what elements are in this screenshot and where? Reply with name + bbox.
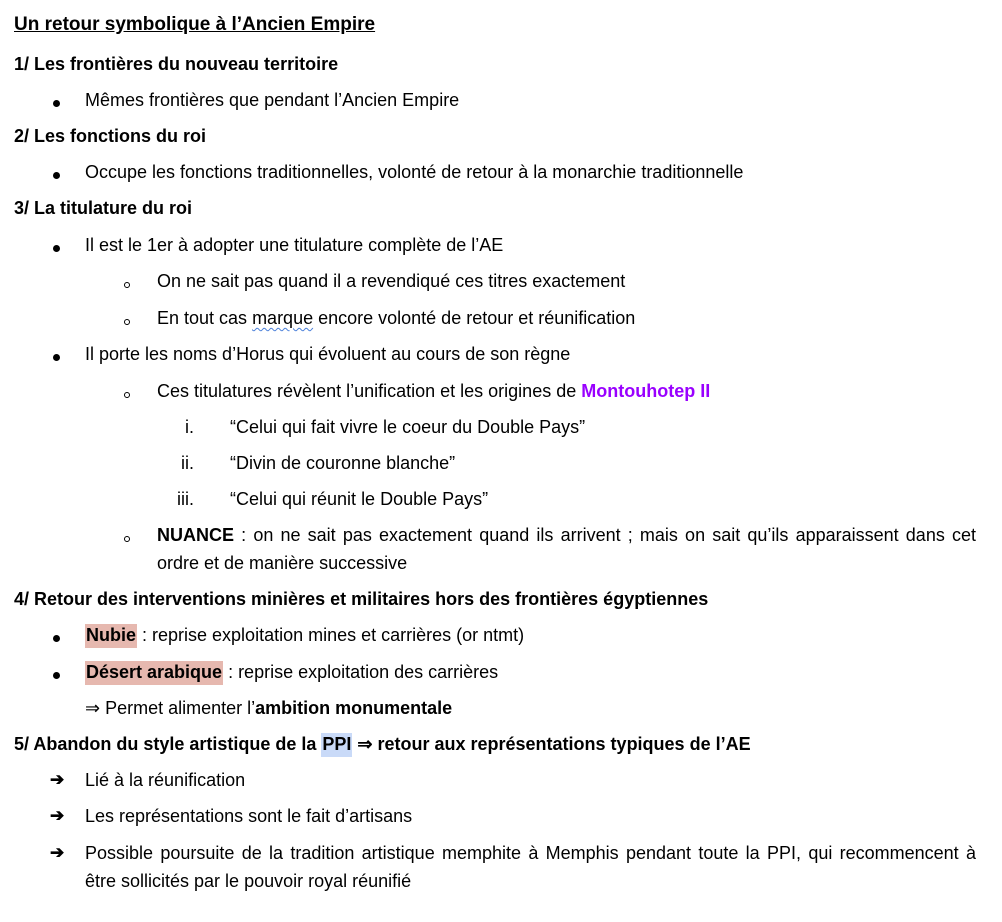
section-1-heading: 1/ Les frontières du nouveau territoire bbox=[14, 54, 339, 74]
nuance-label: NUANCE bbox=[157, 525, 235, 545]
hollow-bullet-icon bbox=[124, 522, 130, 550]
section-5-heading: 5/ Abandon du style artistique de la PPI ⇒ retour aux représentations typiques de l’AE bbox=[14, 730, 976, 758]
bullet-icon bbox=[53, 87, 60, 115]
arrow-right-icon: ➔ bbox=[50, 806, 65, 825]
bullet-icon bbox=[53, 232, 60, 260]
arrow-right-icon: ➔ bbox=[50, 770, 65, 789]
sub-list-item-nuance: NUANCE : on ne sait pas exactement quand ils arrivent ; mais on sait qu’ils apparaissent dans cet ordre et de manière successive bbox=[14, 521, 976, 577]
document-title: Un retour symbolique à l’Ancien Empire bbox=[14, 14, 376, 35]
spellcheck-underlined-word[interactable]: marque bbox=[252, 308, 314, 328]
highlighted-term: Désert arabique bbox=[85, 661, 223, 685]
section-3-heading: 3/ La titulature du roi bbox=[14, 198, 193, 218]
bullet-icon bbox=[53, 341, 60, 369]
highlighted-term: Nubie bbox=[85, 624, 137, 648]
section-2-heading: 2/ Les fonctions du roi bbox=[14, 126, 207, 146]
highlighted-term: PPI bbox=[321, 733, 352, 757]
hollow-bullet-icon bbox=[124, 268, 130, 296]
hollow-bullet-icon bbox=[124, 378, 130, 406]
roman-numeral: i. bbox=[185, 417, 194, 437]
arrow-list-item: ➔ Possible poursuite de la tradition artistique memphite à Memphis pendant toute la PPI, qui recommencent à être sollicités par le pouvoir royal réunifié bbox=[14, 839, 976, 895]
roman-numeral: ii. bbox=[181, 453, 194, 473]
roman-numeral: iii. bbox=[177, 489, 194, 509]
hollow-bullet-icon bbox=[124, 305, 130, 333]
bullet-icon bbox=[53, 159, 60, 187]
highlighted-name: Montouhotep II bbox=[581, 381, 711, 401]
bullet-icon bbox=[53, 659, 60, 687]
arrow-right-icon: ➔ bbox=[50, 843, 65, 862]
bullet-icon bbox=[53, 622, 60, 650]
section-4-heading: 4/ Retour des interventions minières et militaires hors des frontières égyptiennes bbox=[14, 589, 709, 609]
